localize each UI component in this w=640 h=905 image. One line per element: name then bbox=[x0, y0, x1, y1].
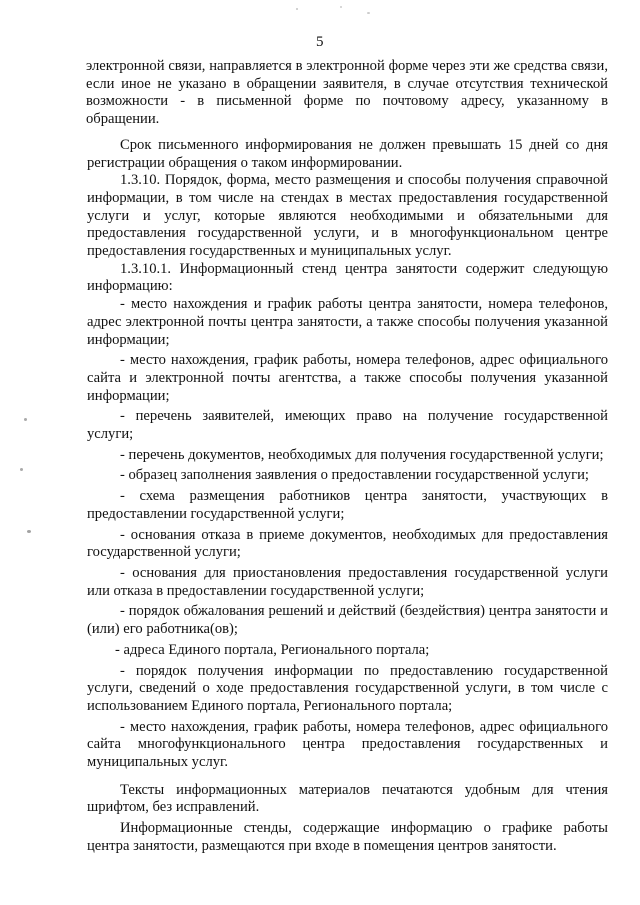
list-item: - порядок обжалования решений и действий (бездействия) центра занятости и (или) его работника(ов); bbox=[87, 603, 608, 638]
scan-speck bbox=[296, 8, 298, 10]
list-item: - место нахождения и график работы центра занятости, номера телефонов, адрес электронной почты центра занятости, а также способы получения указанной информации; bbox=[87, 296, 608, 348]
list-item: - перечень документов, необходимых для получения государственной услуги; bbox=[120, 446, 604, 463]
list-item: - основания отказа в приеме документов, необходимых для предоставления государственной услуги; bbox=[87, 526, 608, 561]
list-item: - адреса Единого портала, Регионального портала; bbox=[115, 641, 430, 658]
scan-speck bbox=[27, 530, 31, 533]
paragraph: Срок письменного информирования не должен превышать 15 дней со дня регистрации обращения о таком информировании. bbox=[87, 136, 608, 171]
paragraph: 1.3.10.1. Информационный стенд центра занятости содержит следующую информацию: bbox=[87, 260, 608, 295]
scan-speck bbox=[20, 468, 23, 471]
document-body bbox=[87, 58, 608, 856]
scan-speck bbox=[340, 6, 342, 8]
scan-speck bbox=[24, 418, 27, 421]
list-item: - перечень заявителей, имеющих право на получение государственной услуги; bbox=[87, 408, 608, 443]
page-number: 5 bbox=[316, 34, 324, 50]
list-item: - порядок получения информации по предоставлению государственной услуги, сведений о ходе предоставления государственной услуги, в том числе с использованием Единого портала, Регионального портала; bbox=[87, 662, 608, 714]
scan-speck bbox=[367, 12, 370, 14]
list-item: - образец заполнения заявления о предоставлении государственной услуги; bbox=[120, 467, 589, 484]
list-item: - схема размещения работников центра занятости, участвующих в предоставлении государственной услуги; bbox=[87, 488, 608, 522]
list-item: - место нахождения, график работы, номера телефонов, адрес официального сайта многофункционального центра предоставления государственных и муниципальных услуг. bbox=[87, 718, 608, 771]
paragraph: Информационные стенды, содержащие информацию о графике работы центра занятости, размещаются при входе в помещения центров занятости. bbox=[87, 820, 608, 854]
list-item: - основания для приостановления предоставления государственной услуги или отказа в предоставлении государственной услуги; bbox=[87, 564, 608, 599]
paragraph: 1.3.10. Порядок, форма, место размещения и способы получения справочной информации, в том числе на стендах в местах предоставления государственной услуги и услуг, которые являются необходимыми и обязательными для предоставления государственной услуги, и в многофункциональном центре предоставления государственных и муниципальных услуг. bbox=[87, 172, 608, 260]
paragraph: Тексты информационных материалов печатаются удобным для чтения шрифтом, без исправлений. bbox=[87, 781, 608, 816]
list-item: - место нахождения, график работы, номера телефонов, адрес официального сайта и электронной почты агентства, а также способы получения указанной информации; bbox=[87, 352, 608, 404]
paragraph: электронной связи, направляется в электронной форме через эти же средства связи, если иное не указано в обращении заявителя, в случае отсутствия технической возможности - в письменной форме по почтовому адресу, указанному в обращении. bbox=[86, 58, 608, 128]
